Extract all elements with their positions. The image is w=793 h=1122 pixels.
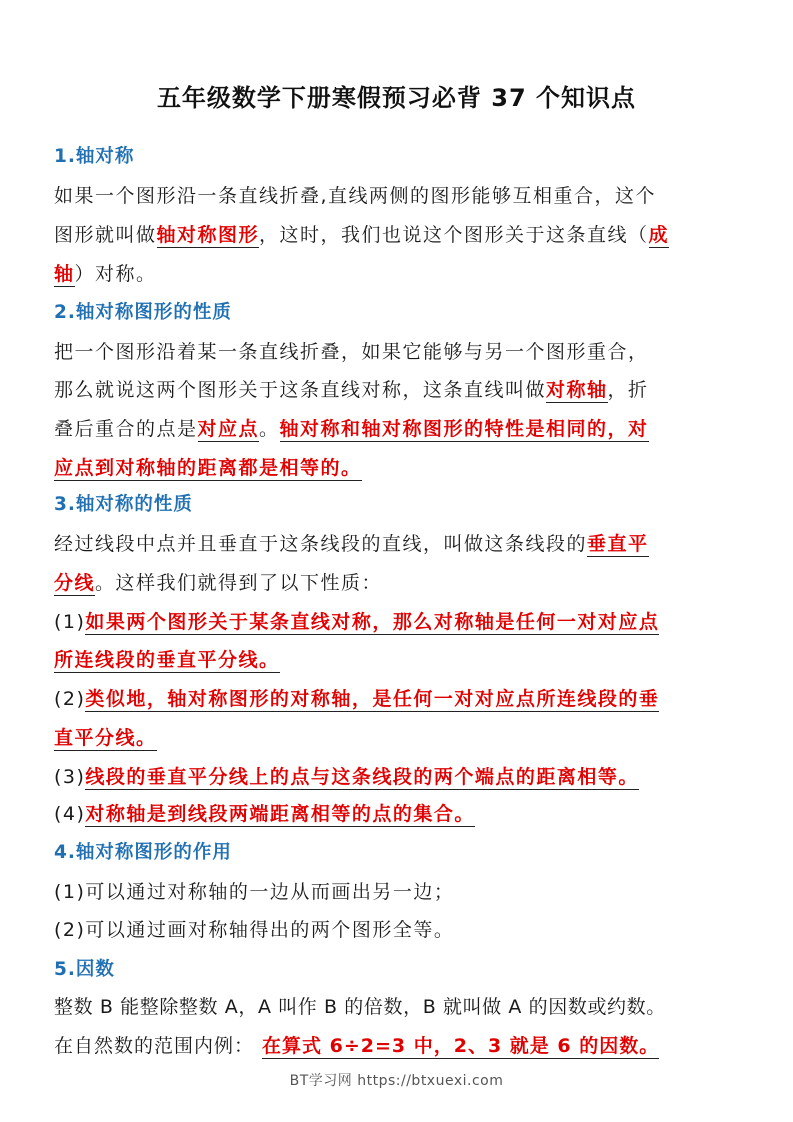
highlight-term: 如果两个图形关于某条直线对称，那么对称轴是任何一对对应点: [85, 611, 660, 633]
highlight-term: 对称轴是到线段两端距离相等的点的集合。: [85, 803, 475, 825]
section-heading-5: 5.因数: [54, 959, 115, 980]
section-heading-2: 2.轴对称图形的性质: [54, 302, 232, 323]
paragraph-line: [54, 1033, 744, 1059]
item-number: (2): [54, 688, 86, 710]
text-run: 在自然数的范围内例：: [54, 1035, 255, 1057]
paragraph-line: 如果一个图形沿一条直线折叠,直线两侧的图形能够互相重合，这个: [54, 185, 657, 207]
paragraph-line: [54, 416, 744, 442]
text-run: 叠后重合的点是: [54, 418, 198, 440]
footer-watermark: BT学习网 https://btxuexi.com: [289, 1073, 504, 1089]
text-run: ，这时，我们也说这个图形关于这条直线（: [259, 224, 649, 246]
highlight-term: 轴: [54, 263, 75, 285]
highlight-term: 对称轴: [546, 379, 608, 401]
property-item-2: [54, 686, 744, 712]
paragraph-line: [54, 261, 744, 287]
highlight-term: 轴对称和轴对称图形的特性是相同的，对: [279, 418, 649, 440]
highlight-term: 线段的垂直平分线上的点与这条线段的两个端点的距离相等。: [85, 766, 639, 788]
section-heading-3: 3.轴对称的性质: [54, 494, 193, 515]
text-run: ）对称。: [74, 263, 157, 285]
text-run: 。这样我们就得到了以下性质：: [95, 572, 383, 594]
item-number: (4): [54, 803, 86, 825]
highlight-term: 应点到对称轴的距离都是相等的。: [54, 457, 362, 479]
section-heading-1: 1.轴对称: [54, 146, 135, 167]
page-title: 五年级数学下册寒假预习必背 37 个知识点: [156, 84, 637, 112]
paragraph-line: (1)可以通过对称轴的一边从而画出另一边；: [54, 881, 455, 903]
paragraph-line: [54, 647, 744, 673]
paragraph-line: 整数 B 能整除整数 A，A 叫作 B 的倍数，B 就叫做 A 的因数或约数。: [54, 996, 666, 1018]
highlight-term: 垂直平: [587, 533, 649, 555]
highlight-term: 分线: [54, 572, 96, 594]
paragraph-line: [54, 455, 744, 481]
property-item-1: [54, 609, 744, 635]
text-run: 。: [259, 418, 280, 440]
section-heading-4: 4.轴对称图形的作用: [54, 842, 232, 863]
item-number: (3): [54, 766, 86, 788]
text-run: ，折: [607, 379, 649, 401]
highlight-term: 成: [648, 224, 670, 246]
property-item-3: [54, 764, 744, 790]
paragraph-line: (2)可以通过画对称轴得出的两个图形全等。: [54, 919, 455, 941]
property-item-4: [54, 801, 744, 827]
text-run: 经过线段中点并且垂直于这条线段的直线，叫做这条线段的: [54, 533, 588, 555]
highlight-term: 轴对称图形: [156, 224, 260, 246]
text-run: 那么就说这两个图形关于这条直线对称，这条直线叫做: [54, 379, 547, 401]
highlight-term: 类似地，轴对称图形的对称轴，是任何一对对应点所连线段的垂: [85, 688, 660, 710]
paragraph-line: [54, 725, 744, 751]
paragraph-line: 把一个图形沿着某一条直线折叠，如果它能够与另一个图形重合，: [54, 341, 649, 363]
highlight-term: 直平分线。: [54, 727, 157, 749]
highlight-term: 在算式 6÷2=3 中，2、3 就是 6 的因数。: [262, 1035, 660, 1057]
highlight-term: 所连线段的垂直平分线。: [54, 649, 280, 671]
paragraph-line: [54, 377, 744, 403]
paragraph-line: [54, 222, 744, 248]
item-number: (1): [54, 611, 86, 633]
text-run: 图形就叫做: [54, 224, 157, 246]
paragraph-line: [54, 531, 744, 557]
highlight-term: 对应点: [197, 418, 260, 440]
paragraph-line: [54, 570, 744, 596]
